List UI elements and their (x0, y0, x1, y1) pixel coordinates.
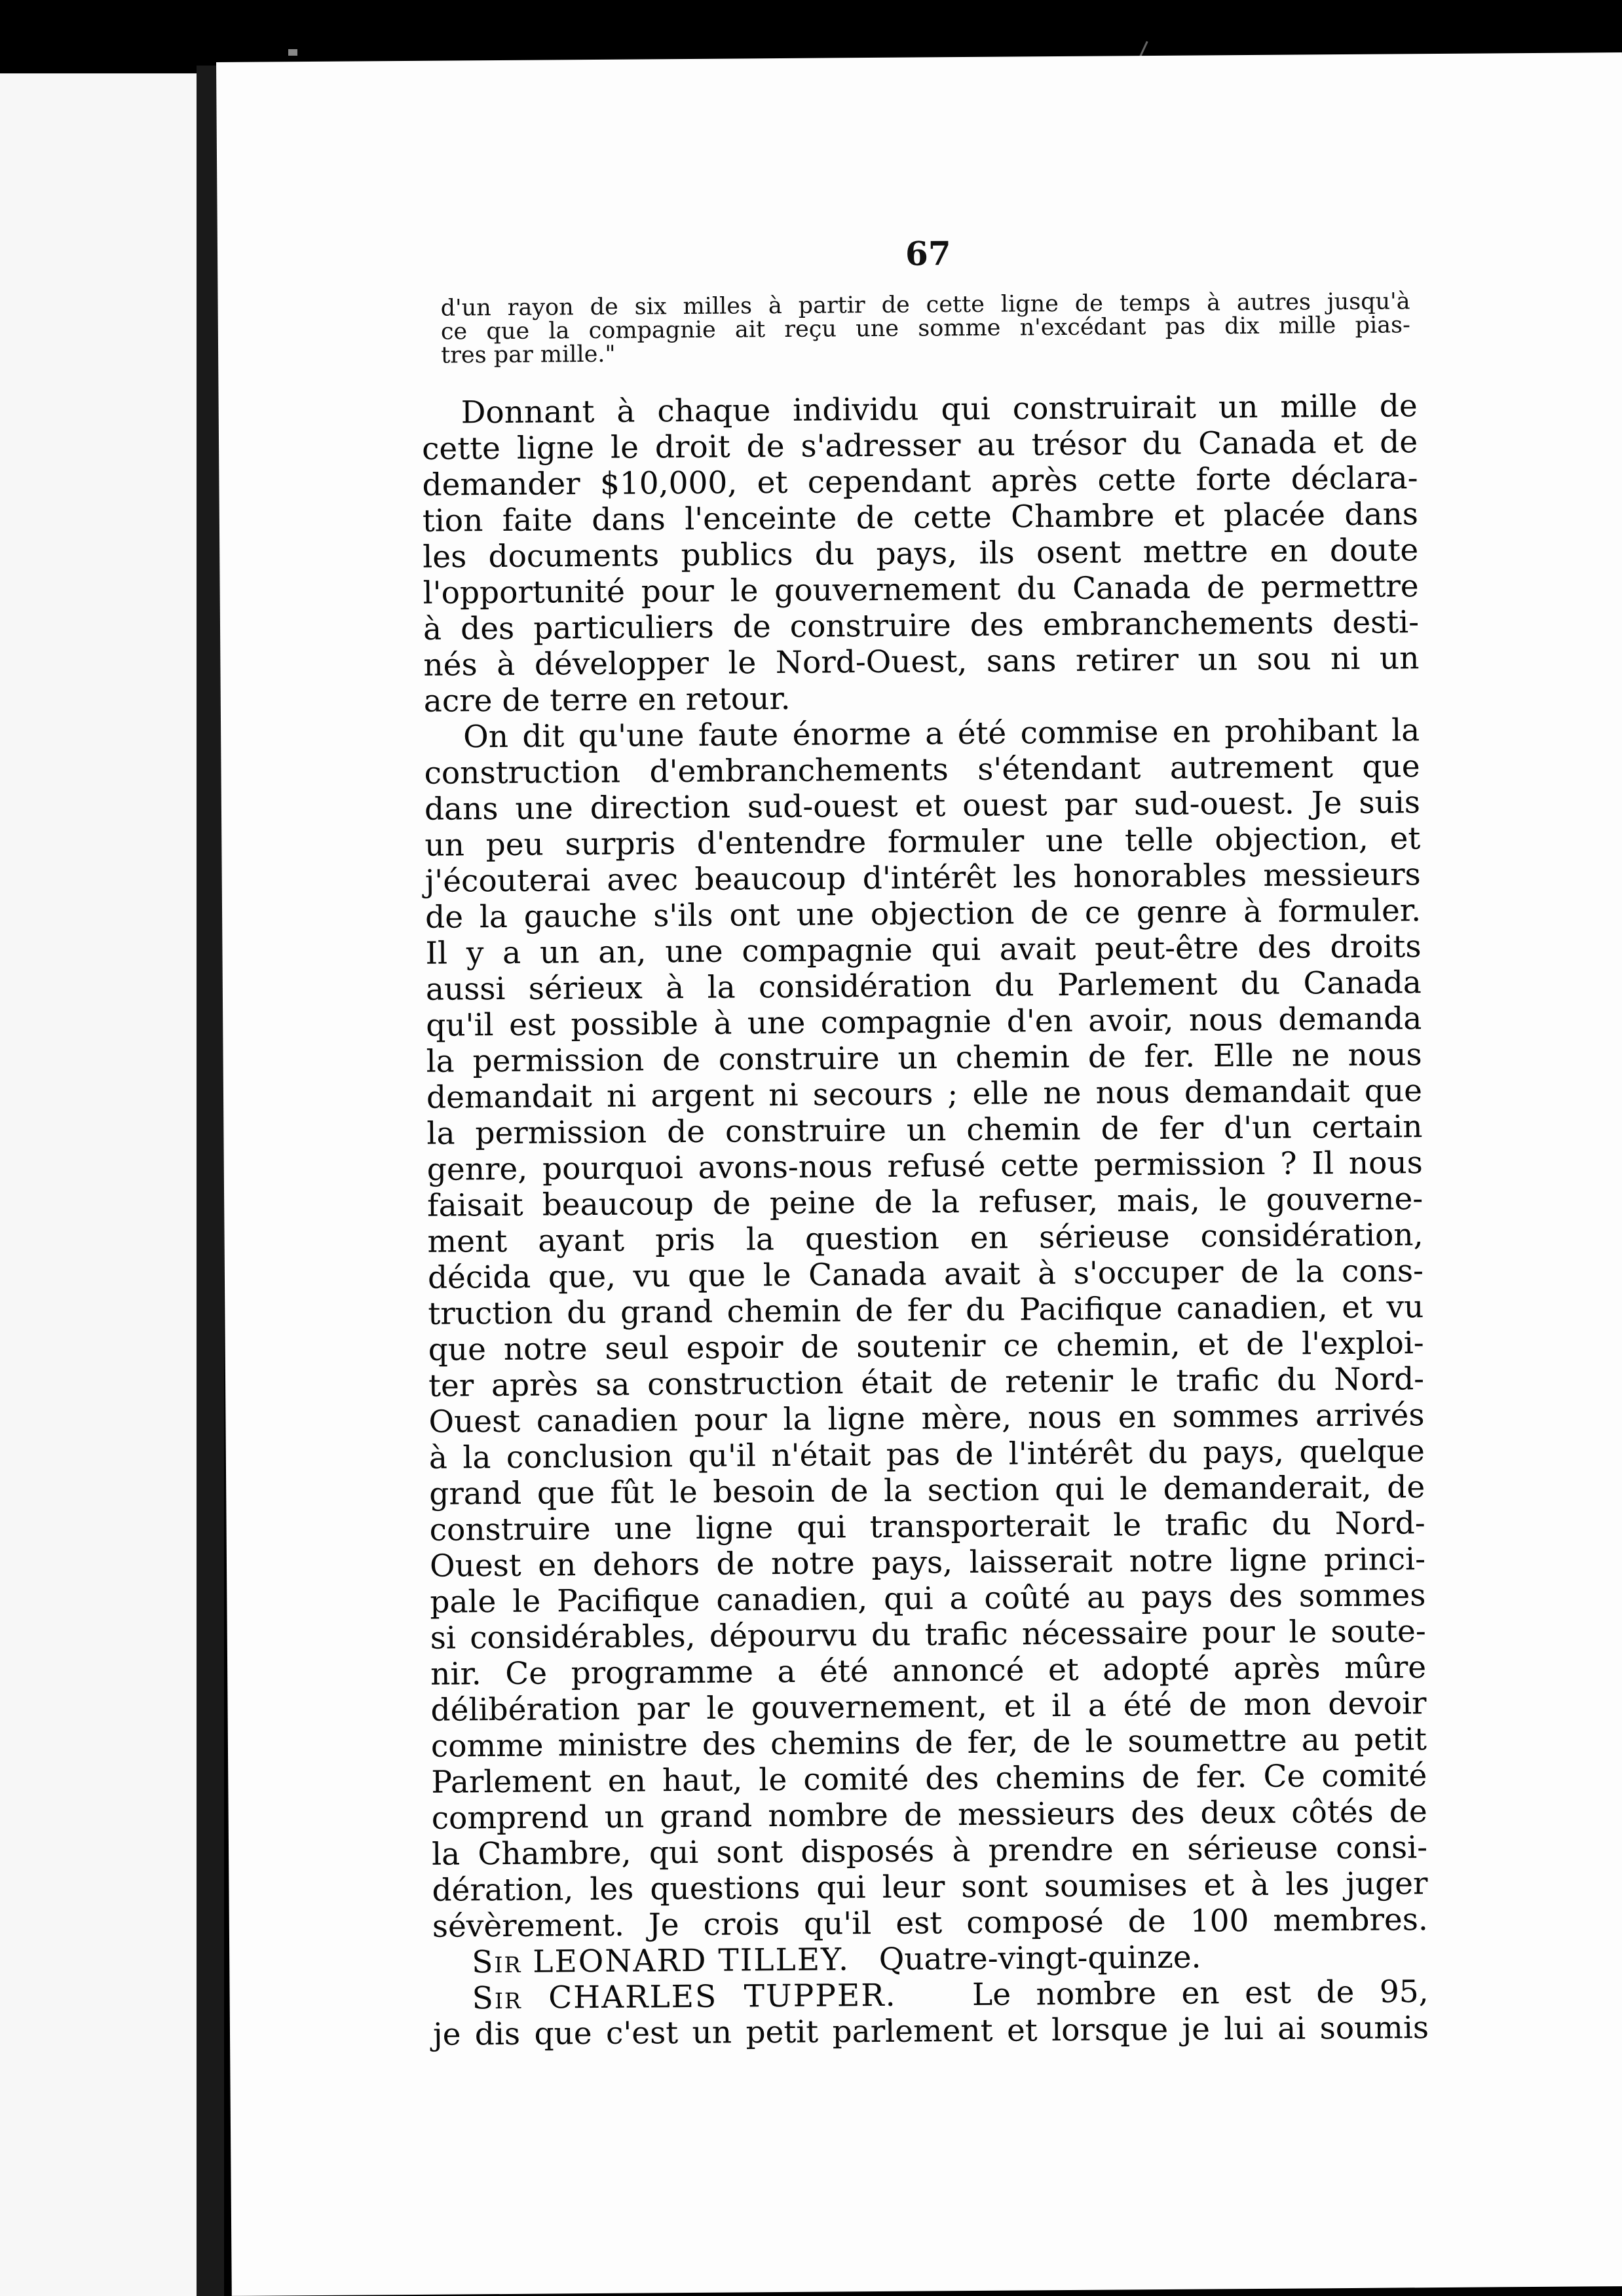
text-line: Parlement en haut, le comité des chemins de fer. Ce comité (431, 1757, 1427, 1801)
text-line: faisait beaucoup de peine de la refuser, mais, le gouverne- (427, 1181, 1424, 1224)
page-number: 67 (905, 234, 951, 273)
quote-line: ce que la compagnie ait reçu une somme n'excédant pas dix mille pias- (440, 312, 1410, 345)
exchange-tupper (432, 1974, 1429, 2053)
text-line: cette ligne le droit de s'adresser au trésor du Canada et de (421, 424, 1418, 467)
text-line: qu'il est possible à une compagnie d'en avoir, nous demanda (426, 1001, 1422, 1044)
text-line: demandait ni argent ni secours ; elle ne nous demandait que (426, 1073, 1423, 1116)
text-line: la Chambre, qui sont disposés à prendre en sérieuse consi- (431, 1829, 1428, 1873)
quote-line: d'un rayon de six milles à partir de cette ligne de temps à autres jusqu'à (440, 288, 1410, 322)
text-line: je dis que c'est un petit parlement et lorsque je lui ai soumis (432, 2010, 1429, 2053)
text-line: un peu surpris d'entendre formuler une telle objection, et (424, 820, 1421, 864)
text-line: demander $10,000, et cependant après cette forte déclara- (422, 460, 1418, 503)
paragraph-2 (424, 712, 1428, 1945)
text-line: construction d'embranchements s'étendant autrement que (424, 748, 1420, 792)
speech-text: Quatre-vingt-quinze. (878, 1939, 1201, 1978)
text-line: dans une direction sud-ouest et ouest par sud-ouest. Je suis (424, 784, 1421, 828)
text-line: sévèrement. Je crois qu'il est composé de 100 membres. (432, 1902, 1429, 1945)
text-line: à des particuliers de construire des embranchements desti- (423, 604, 1420, 647)
text-line: décida que, vu que le Canada avait à s'occuper de la cons- (427, 1253, 1424, 1296)
book-page (216, 52, 1622, 2296)
text-line: ment ayant pris la question en sérieuse considération, (427, 1217, 1424, 1260)
text-line: la permission de construire un chemin de fer. Elle ne nous (426, 1037, 1422, 1080)
quotation-block (441, 290, 1411, 367)
text-line: Donnant à chaque individu qui construirait un mille de (461, 388, 1418, 431)
text-line: dération, les questions qui leur sont soumises et à les juger (432, 1866, 1428, 1909)
text-line: que notre seul espoir de soutenir ce chemin, et de l'exploi- (428, 1325, 1424, 1368)
facing-page-edge (0, 73, 197, 2296)
text-line: On dit qu'une faute énorme a été commise en prohibant la (463, 712, 1420, 756)
text-line: de la gauche s'ils ont une objection de ce genre à formuler. (424, 892, 1422, 936)
paragraph-1 (422, 388, 1420, 719)
text-line: la permission de construire un chemin de fer d'un certain (426, 1109, 1423, 1152)
speech-text: Le nombre en est de 95, (971, 1974, 1429, 2014)
text-line: genre, pourquoi avons-nous refusé cette permission ? Il nous (426, 1145, 1423, 1188)
text-line: nés à développer le Nord-Ouest, sans retirer un sou ni un (423, 640, 1420, 683)
text-line: construire une ligne qui transporterait le trafic du Nord- (429, 1505, 1425, 1548)
text-line: aussi sérieux à la considération du Parlement du Canada (425, 965, 1422, 1008)
text-line: Ouest en dehors de notre pays, laisserait notre ligne princi- (429, 1541, 1426, 1584)
text-line: grand que fût le besoin de la section qui le demanderait, de (429, 1469, 1425, 1512)
quote-line: tres par mille." (440, 341, 616, 369)
body-text (422, 388, 1429, 2053)
text-line: ter après sa construction était de retenir le trafic du Nord- (428, 1361, 1425, 1404)
text-line: Ouest canadien pour la ligne mère, nous en sommes arrivés (428, 1397, 1425, 1440)
scan-speck (288, 49, 297, 56)
text-line: j'écouterai avec beaucoup d'intérêt les honorables messieurs (424, 856, 1421, 900)
speaker-name: Sir CHARLES TUPPER. (472, 1977, 897, 2017)
text-line: délibération par le gouvernement, et il a été de mon devoir (430, 1685, 1427, 1729)
text-line: à la conclusion qu'il n'était pas de l'intérêt du pays, quelque (428, 1433, 1425, 1476)
text-line: comprend un grand nombre de messieurs des deux côtés de (431, 1793, 1427, 1837)
speaker-name: Sir LEONARD TILLEY. (472, 1942, 850, 1981)
text-line: l'opportunité pour le gouvernement du Canada de permettre (423, 568, 1419, 611)
text-line: comme ministre des chemins de fer, de le soumettre au petit (430, 1721, 1427, 1765)
text-line: Il y a un an, une compagnie qui avait peut-être des droits (425, 928, 1422, 972)
text-line: si considérables, dépourvu du trafic nécessaire pour le soute- (430, 1613, 1426, 1656)
text-line: pale le Pacifique canadien, qui a coûté au pays des sommes (430, 1577, 1426, 1620)
text-line: truction du grand chemin de fer du Pacifique canadien, et vu (428, 1289, 1424, 1332)
text-line: nir. Ce programme a été annoncé et adopté après mûre (430, 1649, 1427, 1693)
text-line: acre de terre en retour. (423, 680, 791, 719)
text-line: les documents publics du pays, ils osent mettre en doute (423, 532, 1419, 575)
text-line: tion faite dans l'enceinte de cette Chambre et placée dans (422, 496, 1419, 539)
